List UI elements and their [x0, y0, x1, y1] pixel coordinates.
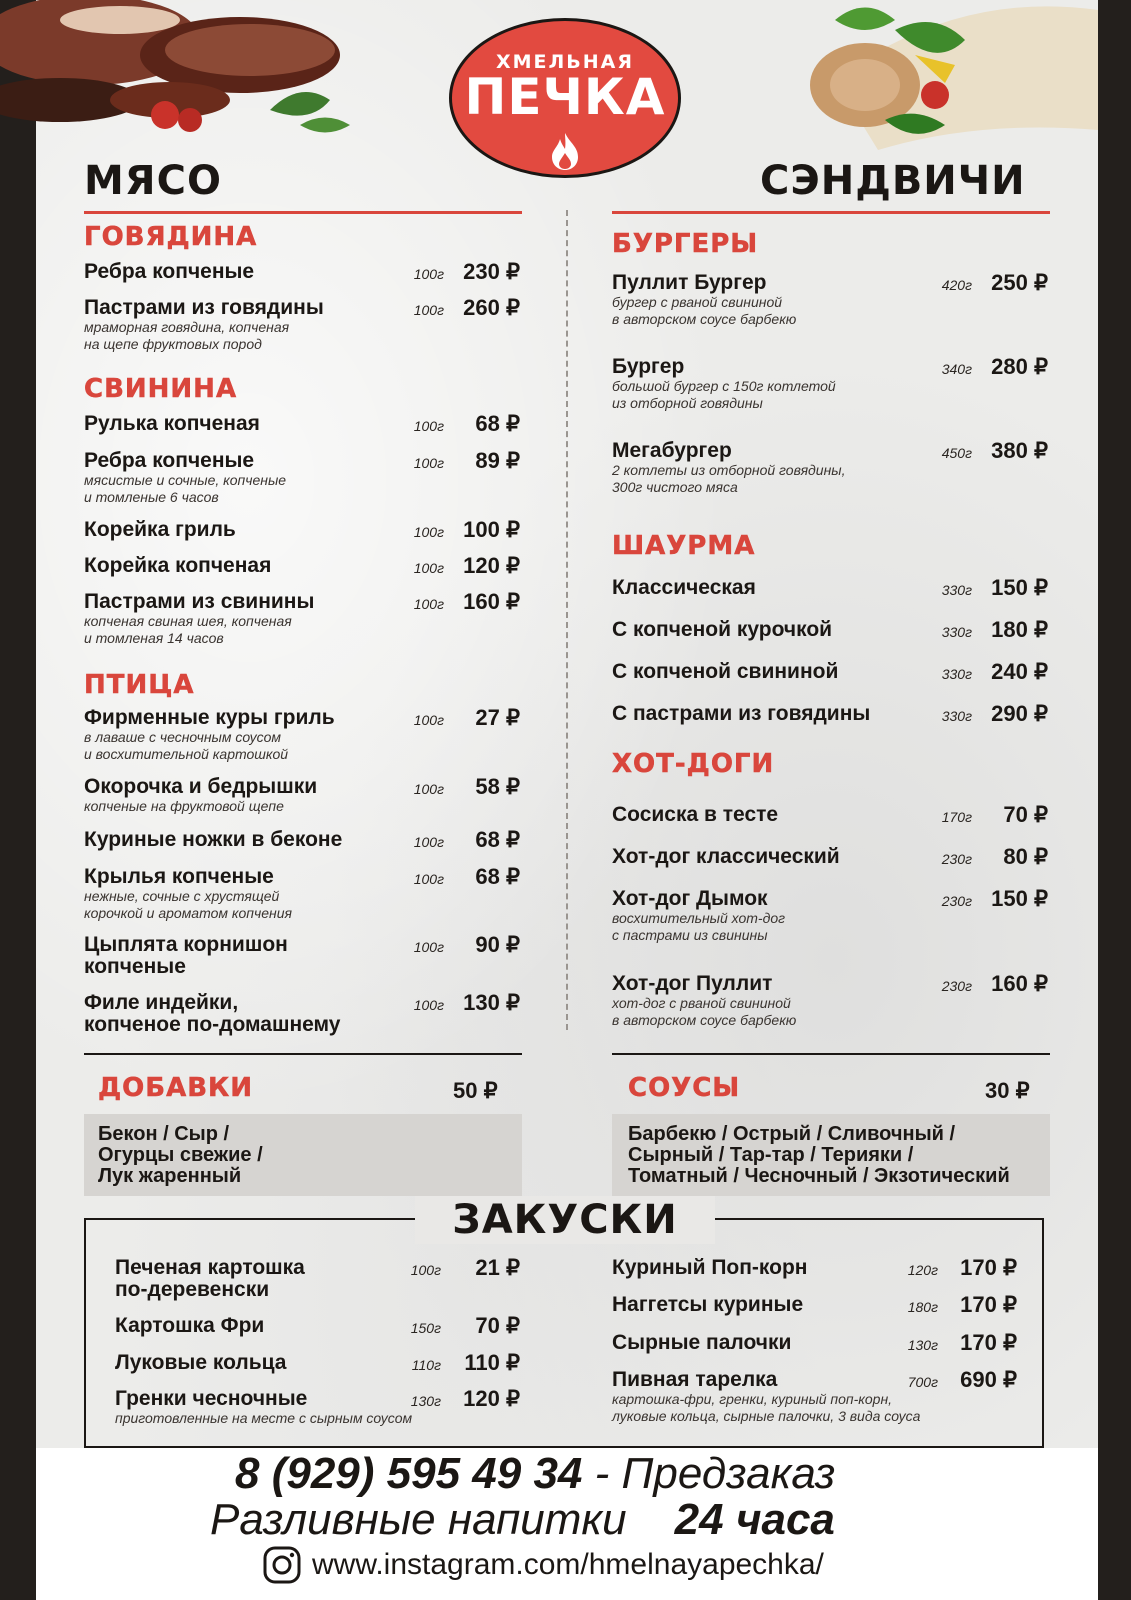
pork-item	[84, 450, 286, 506]
item-description: в лаваше с чесночным соусом и восхитительной картошкой	[84, 729, 289, 762]
item-price: 89 ₽	[475, 448, 520, 473]
item-name: Крылья копченые	[84, 865, 274, 888]
item-weight: 230г	[941, 978, 972, 994]
item-price: 150 ₽	[991, 886, 1048, 911]
item-price: 120 ₽	[463, 553, 520, 578]
sauces-title: СОУСЫ	[628, 1073, 741, 1103]
item-name: Ребра копченые	[84, 260, 255, 283]
item-price: 160 ₽	[463, 589, 520, 614]
item-weight: 100г	[413, 997, 444, 1013]
item-price: 170 ₽	[960, 1292, 1017, 1317]
logo-line1: ХМЕЛЬНАЯ	[495, 51, 635, 73]
item-weight: 180г	[907, 1299, 938, 1315]
instagram-icon	[262, 1545, 302, 1585]
item-description: мясистые и сочные, копченые и томленые 6 часов	[84, 472, 287, 505]
drinks-label: Разливные напитки	[210, 1495, 627, 1544]
item-name: Ребра копченые	[84, 449, 255, 472]
item-price: 90 ₽	[475, 932, 520, 957]
item-weight: 120г	[907, 1262, 938, 1278]
item-price: 110 ₽	[464, 1350, 520, 1375]
item-description: картошка-фри, гренки, куриный поп-корн, луковые кольца, сырные палочки, 3 вида соуса	[612, 1391, 921, 1424]
smoked-meat-image	[0, 0, 370, 145]
item-weight: 170г	[941, 809, 972, 825]
item-description: бургер с рваной свининой в авторском соусе барбекю	[612, 294, 797, 327]
category-beef: ГОВЯДИНА	[84, 222, 258, 252]
item-name: Мегабургер	[612, 439, 732, 462]
poultry-item	[84, 934, 288, 978]
item-price: 290 ₽	[991, 701, 1048, 726]
poultry-item	[84, 707, 335, 763]
item-name: Наггетсы куриные	[612, 1293, 804, 1316]
item-weight: 230г	[941, 851, 972, 867]
item-weight: 330г	[941, 708, 972, 724]
burger-item	[612, 272, 796, 328]
snacks-title-wrap	[415, 1196, 715, 1244]
logo-line2: ПЕЧКА	[464, 68, 666, 126]
poultry-item	[84, 992, 341, 1036]
item-weight: 330г	[941, 624, 972, 640]
item-name: Фирменные куры гриль	[84, 706, 335, 729]
item-price: 170 ₽	[960, 1330, 1017, 1355]
item-name: Печеная картошка по-деревенски	[115, 1256, 305, 1301]
item-name: Хот-дог Дымок	[612, 887, 768, 910]
brand-logo	[449, 18, 681, 178]
category-poultry: ПТИЦА	[84, 670, 195, 700]
addons-price: 50 ₽	[453, 1078, 498, 1103]
item-price: 80 ₽	[1003, 844, 1048, 869]
item-name: Пивная тарелка	[612, 1368, 778, 1391]
shawarma-image	[795, 0, 1098, 150]
item-name: Корейка гриль	[84, 518, 236, 541]
item-name: Классическая	[612, 576, 756, 599]
item-description: копченая свиная шея, копченая и томленая 14 часов	[84, 613, 292, 646]
item-description: большой бургер с 150г котлетой из отборной говядины	[612, 378, 836, 411]
phone-number[interactable]: 8 (929) 595 49 34	[235, 1449, 583, 1498]
item-price: 180 ₽	[991, 617, 1048, 642]
shawarma-item	[612, 703, 870, 725]
item-price: 160 ₽	[991, 971, 1048, 996]
column-divider	[566, 210, 568, 1030]
item-description: 2 котлеты из отборной говядины, 300г чистого мяса	[612, 462, 846, 495]
item-weight: 130г	[907, 1337, 938, 1353]
item-weight: 420г	[941, 277, 972, 293]
item-weight: 340г	[941, 361, 972, 377]
item-description: мраморная говядина, копченая на щепе фруктовых пород	[84, 319, 290, 352]
item-price: 21 ₽	[475, 1255, 520, 1280]
item-name: Пастрами из говядины	[84, 296, 324, 319]
sandwiches-title: СЭНДВИЧИ	[760, 158, 1026, 204]
item-weight: 230г	[941, 893, 972, 909]
item-name: Луковые кольца	[115, 1351, 287, 1374]
item-weight: 100г	[413, 596, 444, 612]
item-price: 100 ₽	[463, 517, 520, 542]
item-description: нежные, сочные с хрустящей корочкой и ароматом копчения	[84, 888, 292, 921]
sauces-list: Барбекю / Острый / Сливочный / Сырный / Тар-тар / Терияки / Томатный / Чесночный / Экзотический	[628, 1123, 1010, 1187]
item-name: Хот-дог классический	[612, 845, 840, 868]
item-price: 120 ₽	[463, 1386, 520, 1411]
item-weight: 100г	[413, 524, 444, 540]
poultry-item	[84, 829, 342, 851]
pork-item	[84, 519, 236, 541]
item-name: С копченой свининой	[612, 660, 839, 683]
item-name: Куриный Поп-корн	[612, 1256, 808, 1279]
item-weight: 110г	[411, 1357, 441, 1373]
right-bottom-rule	[612, 1053, 1050, 1055]
item-name: Картошка Фри	[115, 1314, 265, 1337]
category-shawarma: ШАУРМА	[612, 531, 756, 561]
beef-item	[84, 297, 324, 353]
item-weight: 330г	[941, 582, 972, 598]
hours-label: 24 часа	[674, 1495, 835, 1544]
item-weight: 100г	[413, 871, 444, 887]
item-name: Корейка копченая	[84, 554, 272, 577]
item-name: Цыплята корнишон копченые	[84, 933, 288, 978]
item-weight: 330г	[941, 666, 972, 682]
item-name: Хот-дог Пуллит	[612, 972, 773, 995]
left-bottom-rule	[84, 1053, 522, 1055]
item-price: 68 ₽	[475, 411, 520, 436]
item-name: Гренки чесночные	[115, 1387, 308, 1410]
hotdog-item	[612, 804, 778, 826]
pork-item	[84, 555, 271, 577]
category-burgers: БУРГЕРЫ	[612, 229, 759, 259]
item-price: 240 ₽	[991, 659, 1048, 684]
item-name: Филе индейки, копченое по-домашнему	[84, 991, 341, 1036]
instagram-url[interactable]: www.instagram.com/hmelnayapechka/	[312, 1548, 824, 1582]
meat-title: МЯСО	[84, 158, 222, 204]
item-weight: 100г	[410, 1262, 441, 1278]
item-description: копченые на фруктовой щепе	[84, 798, 284, 814]
preorder-label: - Предзаказ	[582, 1449, 836, 1498]
poultry-item	[84, 866, 292, 922]
item-price: 70 ₽	[475, 1313, 520, 1338]
item-description: хот-дог с рваной свининой в авторском соусе барбекю	[612, 995, 797, 1028]
item-price: 130 ₽	[463, 990, 520, 1015]
item-name: Сосиска в тесте	[612, 803, 779, 826]
item-price: 260 ₽	[463, 295, 520, 320]
beef-item	[84, 261, 254, 283]
item-weight: 100г	[413, 266, 444, 282]
item-name: Рулька копченая	[84, 412, 260, 435]
shawarma-item	[612, 619, 832, 641]
snacks-box	[84, 1218, 1044, 1448]
item-name: Окорочка и бедрышки	[84, 775, 318, 798]
item-weight: 150г	[410, 1320, 441, 1336]
item-name: Бургер	[612, 355, 685, 378]
meat-underline	[84, 211, 522, 214]
shawarma-item	[612, 661, 838, 683]
pork-item	[84, 591, 314, 647]
burger-item	[612, 440, 845, 496]
item-weight: 100г	[413, 302, 444, 318]
item-weight: 100г	[413, 781, 444, 797]
hotdog-item	[612, 888, 785, 944]
item-weight: 100г	[413, 939, 444, 955]
sauces-price: 30 ₽	[985, 1078, 1030, 1103]
item-price: 250 ₽	[991, 270, 1048, 295]
hotdog-item	[612, 846, 840, 868]
category-hotdogs: ХОТ-ДОГИ	[612, 749, 775, 779]
item-price: 68 ₽	[475, 864, 520, 889]
item-price: 280 ₽	[991, 354, 1048, 379]
item-weight: 700г	[907, 1374, 938, 1390]
item-name: Сырные палочки	[612, 1331, 792, 1354]
item-weight: 100г	[413, 560, 444, 576]
item-price: 230 ₽	[463, 259, 520, 284]
item-weight: 100г	[413, 455, 444, 471]
sandwiches-underline	[612, 211, 1050, 214]
item-price: 690 ₽	[960, 1367, 1017, 1392]
item-price: 150 ₽	[991, 575, 1048, 600]
poultry-item	[84, 776, 317, 815]
item-name: Пастрами из свинины	[84, 590, 315, 613]
item-price: 70 ₽	[1003, 802, 1048, 827]
item-weight: 450г	[941, 445, 972, 461]
instagram-line[interactable]	[262, 1545, 824, 1585]
pork-item	[84, 413, 260, 435]
item-price: 27 ₽	[475, 705, 520, 730]
shawarma-item	[612, 577, 756, 599]
snacks-title: ЗАКУСКИ	[452, 1197, 678, 1243]
item-price: 68 ₽	[475, 827, 520, 852]
item-name: С пастрами из говядины	[612, 702, 871, 725]
item-name: Куриные ножки в беконе	[84, 828, 343, 851]
item-weight: 100г	[413, 834, 444, 850]
item-price: 58 ₽	[475, 774, 520, 799]
item-weight: 100г	[413, 712, 444, 728]
phone-line	[235, 1450, 935, 1498]
item-description: приготовленные на месте с сырным соусом	[115, 1410, 413, 1426]
flame-icon	[548, 131, 582, 171]
item-price: 380 ₽	[991, 438, 1048, 463]
item-name: Пуллит Бургер	[612, 271, 767, 294]
hotdog-item	[612, 973, 796, 1029]
item-weight: 130г	[410, 1393, 441, 1409]
category-pork: СВИНИНА	[84, 374, 238, 404]
addons-title: ДОБАВКИ	[98, 1073, 254, 1103]
item-weight: 100г	[413, 418, 444, 434]
item-description: восхитительный хот-дог с пастрами из свинины	[612, 910, 786, 943]
burger-item	[612, 356, 836, 412]
drinks-line	[210, 1496, 930, 1544]
item-name: С копченой курочкой	[612, 618, 833, 641]
item-price: 170 ₽	[960, 1255, 1017, 1280]
addons-list: Бекон / Сыр / Огурцы свежие / Лук жаренный	[98, 1123, 263, 1187]
